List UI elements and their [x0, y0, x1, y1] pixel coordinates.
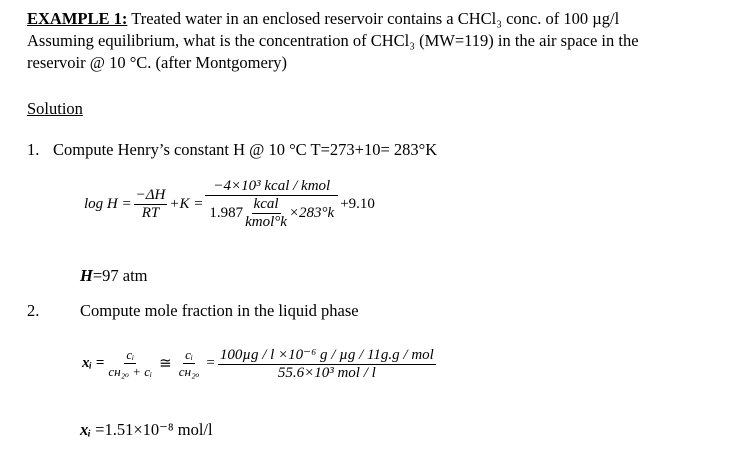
- eq1-frac1-denominator: RT: [141, 205, 160, 221]
- eq1-main-denominator: [207, 196, 336, 231]
- mole-fraction-equation: [82, 345, 436, 382]
- eq2-fraction-3: [218, 345, 436, 382]
- example-line-1-text: Treated water in an enclosed reservoir contains a CHCl₃ conc. of 100 µg/l: [127, 9, 620, 28]
- result1-value: =97 atm: [92, 266, 148, 285]
- example-line-3: reservoir @ 10 °C. (after Montgomery): [27, 53, 288, 72]
- example-line-1: [27, 8, 619, 30]
- mole-fraction-result: [80, 419, 213, 441]
- eq1-main-numerator: −4×10³ kcal / kmol: [205, 178, 338, 196]
- eq2-approx-sign: ≅: [159, 356, 172, 372]
- eq1-main-fraction: [205, 178, 338, 231]
- eq2-fraction-1: [106, 347, 154, 380]
- eq2-lhs: xᵢ =: [82, 355, 105, 371]
- step-1-number: 1.: [27, 140, 40, 159]
- eq2-f2-numerator: cᵢ: [185, 347, 193, 362]
- eq1-den-coefficient: 1.987: [209, 205, 244, 221]
- eq1-tail: +9.10: [340, 196, 375, 212]
- eq1-plus-k: +K =: [169, 196, 204, 212]
- eq1-lhs: log H =: [84, 196, 132, 212]
- example-line-2: Assuming equilibrium, what is the concentration of CHCl₃ (MW=119) in the air space in the: [27, 31, 639, 50]
- eq1-inner-numerator: kcal: [253, 196, 279, 212]
- eq1-frac1-numerator: −ΔH: [135, 187, 166, 203]
- eq2-f3-denominator: 55.6×10³ mol / l: [277, 365, 376, 381]
- step-2-number: 2.: [27, 301, 40, 320]
- solution-heading: Solution: [27, 99, 83, 118]
- eq1-den-tail: ×283°k: [288, 205, 335, 221]
- henry-equation: [84, 178, 375, 231]
- eq2-equals-sign: =: [206, 355, 215, 371]
- eq2-fraction-2: [177, 347, 202, 380]
- eq1-inner-fraction: [243, 196, 289, 231]
- example-label: EXAMPLE 1:: [27, 9, 128, 28]
- step-2-text: Compute mole fraction in the liquid phase: [80, 301, 359, 320]
- eq1-fraction-dh-rt: [134, 187, 168, 222]
- eq2-f3-numerator: 100µg / l ×10⁻⁶ g / µg / 11g.g / mol: [219, 347, 434, 363]
- step-1-text: Compute Henry’s constant H @ 10 °C T=273+10= 283°K: [53, 140, 438, 159]
- result2-variable: xᵢ: [80, 420, 92, 439]
- eq2-f1-numerator: cᵢ: [126, 347, 135, 362]
- eq1-inner-denominator: kmol°k: [245, 214, 287, 230]
- result2-value: =1.51×10⁻⁸ mol/l: [91, 420, 213, 439]
- eq2-f1-denominator: cʜ₂ₒ + cᵢ: [108, 364, 153, 379]
- henry-result: [80, 265, 148, 287]
- eq2-f2-denominator: cʜ₂ₒ: [178, 364, 200, 379]
- result1-variable: H: [80, 266, 93, 285]
